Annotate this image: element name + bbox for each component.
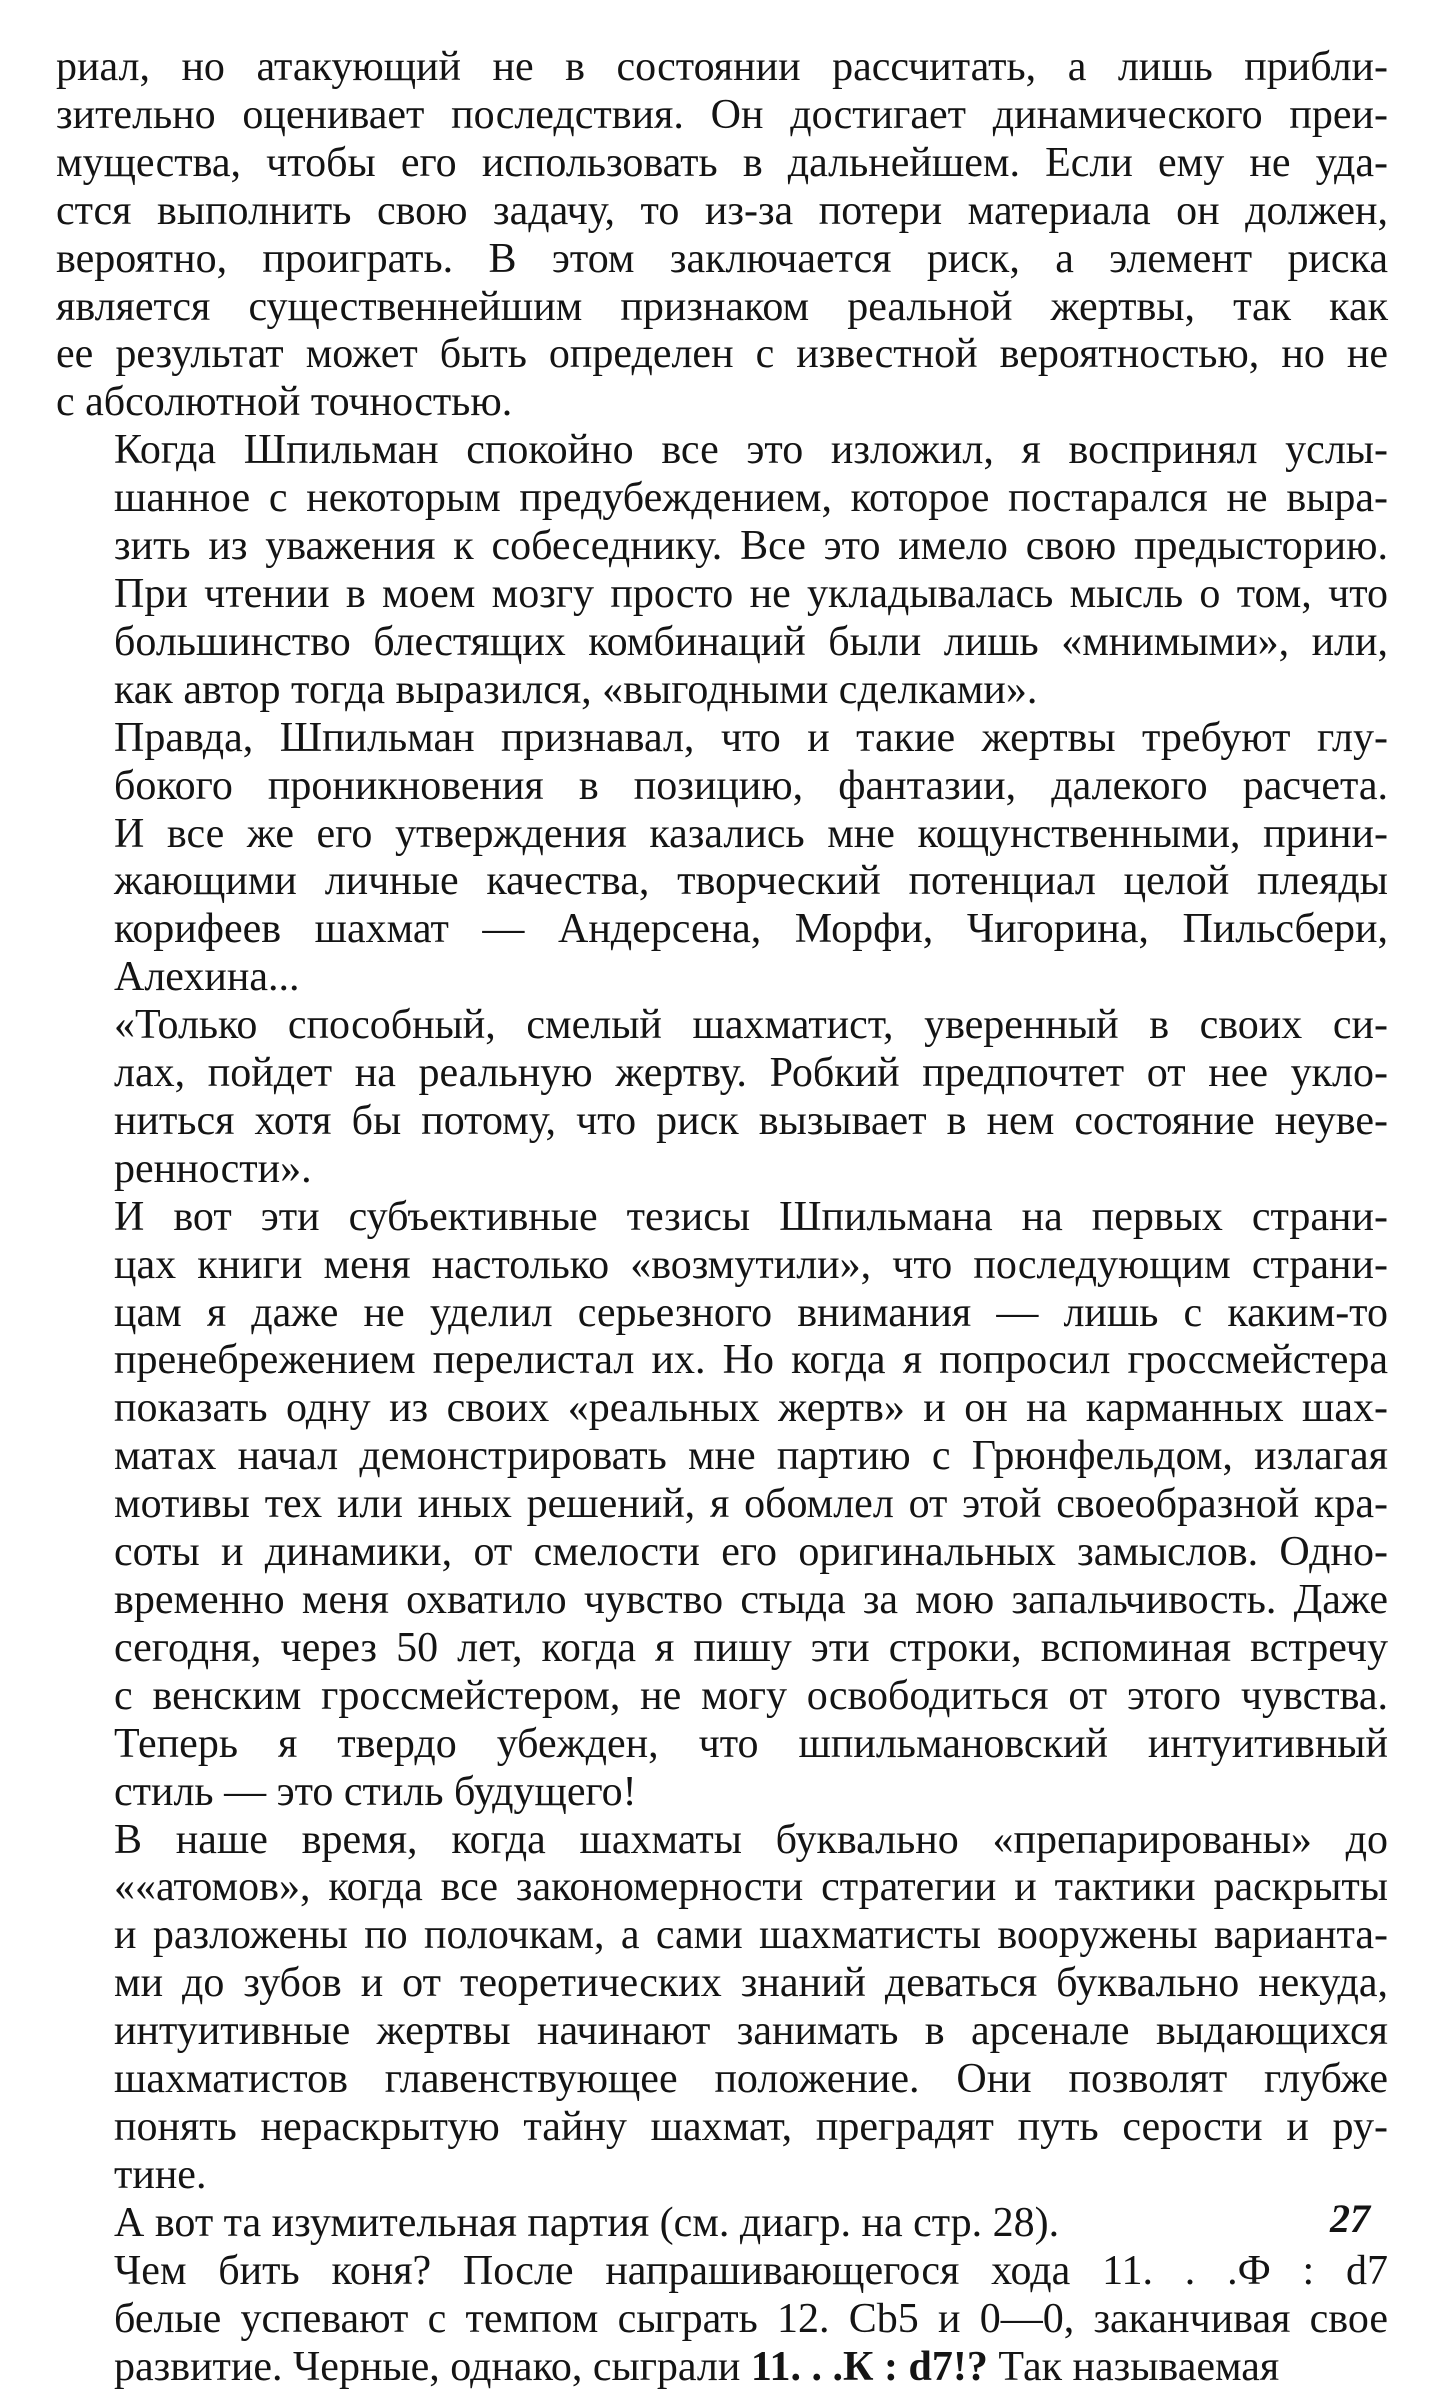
text-line: мущества, чтобы его использовать в дальнейшем. Если ему не уда- bbox=[56, 139, 1388, 186]
text-line: Правда, Шпильман признавал, что и такие жертвы требуют глу- bbox=[114, 714, 1388, 761]
text-line: большинство блестящих комбинаций были лишь «мнимыми», или, bbox=[114, 618, 1388, 665]
page-text bbox=[56, 44, 1388, 2391]
text-line: вероятно, проиграть. В этом заключается риск, а элемент риска bbox=[56, 235, 1388, 282]
text-line: Когда Шпильман спокойно все это изложил, я воспринял услы- bbox=[114, 427, 1388, 474]
text-line: лах, пойдет на реальную жертву. Робкий предпочтет от нее укло- bbox=[114, 1050, 1388, 1097]
paragraphs-container bbox=[56, 44, 1388, 2248]
text-line: При чтении в моем мозгу просто не укладывалась мысль о том, что bbox=[114, 570, 1388, 617]
text-line: сегодня, через 50 лет, когда я пишу эти строки, вспоминая встречу bbox=[114, 1624, 1388, 1671]
chess-move: 11. . .К : d7!? bbox=[750, 2343, 988, 2390]
text-line bbox=[56, 2344, 1388, 2391]
text-fragment: Так называемая bbox=[987, 2343, 1280, 2390]
text-line: жающими личные качества, творческий потенциал целой плеяды bbox=[114, 858, 1388, 905]
text-line: шахматистов главенствующее положение. Они позволят глубже bbox=[114, 2056, 1388, 2103]
paragraph bbox=[56, 1817, 1388, 2200]
text-line: мотивы тех или иных решений, я обомлел от этой своеобразной кра- bbox=[114, 1481, 1388, 1528]
text-line: бокого проникновения в позицию, фантазии, далекого расчета. bbox=[114, 762, 1388, 809]
text-line: цам я даже не уделил серьезного внимания — лишь с каким-то bbox=[114, 1289, 1388, 1336]
paragraph bbox=[56, 1194, 1388, 1817]
text-line: Теперь я твердо убежден, что шпильмановский интуитивный bbox=[114, 1720, 1388, 1767]
text-line: шанное с некоторым предубеждением, которое постарался не выра- bbox=[114, 475, 1388, 522]
text-line: пренебрежением перелистал их. Но когда я попросил гроссмейстера bbox=[114, 1337, 1388, 1384]
paragraph bbox=[56, 44, 1388, 427]
paragraph-final bbox=[56, 2248, 1388, 2391]
paragraph bbox=[56, 715, 1388, 1002]
text-line: показать одну из своих «реальных жертв» и он на карманных шах- bbox=[114, 1385, 1388, 1432]
text-line: и разложены по полочкам, а сами шахматисты вооружены варианта- bbox=[114, 1912, 1388, 1959]
text-fragment: развитие. Черные, однако, сыграли bbox=[114, 2343, 751, 2390]
text-line: А вот та изумительная партия (см. диагр. на стр. 28). bbox=[114, 2199, 1060, 2246]
text-line: матах начал демонстрировать мне партию с Грюнфельдом, излагая bbox=[114, 1433, 1388, 1480]
text-line: «Только способный, смелый шахматист, уверенный в своих си- bbox=[114, 1002, 1388, 1049]
paragraph bbox=[56, 1002, 1388, 1194]
text-line: ми до зубов и от теоретических знаний деваться буквально некуда, bbox=[114, 1960, 1388, 2007]
text-line: ренности». bbox=[114, 1145, 312, 1192]
text-line: соты и динамики, от смелости его оригинальных замыслов. Одно- bbox=[114, 1529, 1388, 1576]
text-line: Алехина... bbox=[114, 954, 300, 1001]
text-line: белые успевают с темпом сыграть 12. Cb5 и 0—0, заканчивая свое bbox=[114, 2295, 1388, 2342]
text-line: с абсолютной точностью. bbox=[56, 379, 513, 426]
text-line: стиль — это стиль будущего! bbox=[114, 1768, 637, 1815]
text-line: Чем бить коня? После напрашивающегося хода 11. . .Ф : d7 bbox=[114, 2247, 1388, 2294]
text-line: тине. bbox=[114, 2151, 207, 2198]
text-line: с венским гроссмейстером, не могу освободиться от этого чувства. bbox=[114, 1672, 1388, 1719]
text-line: В наше время, когда шахматы буквально «препарированы» до bbox=[114, 1816, 1388, 1863]
text-line: зительно оценивает последствия. Он достигает динамического преи- bbox=[56, 91, 1388, 138]
text-line: И все же его утверждения казались мне кощунственными, прини- bbox=[114, 810, 1388, 857]
text-line: интуитивные жертвы начинают занимать в арсенале выдающихся bbox=[114, 2008, 1388, 2055]
text-line: зить из уважения к собеседнику. Все это имело свою предысторию. bbox=[114, 523, 1388, 570]
text-line: цах книги меня настолько «возмутили», что последующим страни- bbox=[114, 1241, 1388, 1288]
paragraph bbox=[56, 427, 1388, 714]
text-line: риал, но атакующий не в состоянии рассчитать, а лишь прибли- bbox=[56, 44, 1388, 90]
text-line: И вот эти субъективные тезисы Шпильмана на первых страни- bbox=[114, 1193, 1388, 1240]
text-line: ниться хотя бы потому, что риск вызывает в нем состояние неуве- bbox=[114, 1097, 1388, 1144]
text-line: ««атомов», когда все закономерности стратегии и тактики раскрыты bbox=[114, 1864, 1388, 1911]
text-line: корифеев шахмат — Андерсена, Морфи, Чигорина, Пильсбери, bbox=[114, 906, 1388, 953]
page-number: 27 bbox=[1330, 2196, 1370, 2241]
text-line: ее результат может быть определен с известной вероятностью, но не bbox=[56, 331, 1388, 378]
text-line: является существеннейшим признаком реальной жертвы, так как bbox=[56, 283, 1388, 330]
paragraph bbox=[56, 2200, 1388, 2248]
text-line: временно меня охватило чувство стыда за мою запальчивость. Даже bbox=[114, 1577, 1388, 1623]
text-line: понять нераскрытую тайну шахмат, преградят путь серости и ру- bbox=[114, 2103, 1388, 2150]
text-line: как автор тогда выразился, «выгодными сделками». bbox=[114, 666, 1038, 713]
text-line: стся выполнить свою задачу, то из-за потери материала он должен, bbox=[56, 187, 1388, 234]
